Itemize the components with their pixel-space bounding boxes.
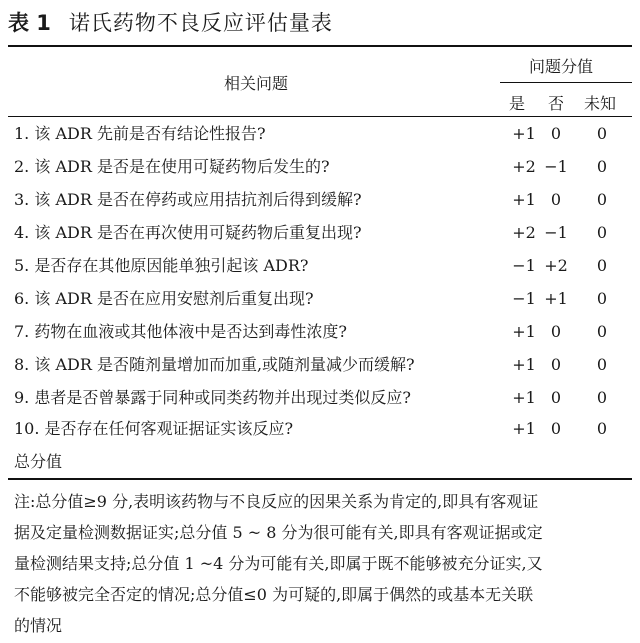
score-unknown: 0 (596, 289, 608, 308)
score-unknown: 0 (596, 355, 608, 374)
score-yes: +1 (512, 388, 536, 407)
score-yes: +2 (512, 223, 536, 242)
score-unknown: 0 (596, 419, 608, 438)
score-yes: +1 (512, 419, 536, 438)
note-line: 据及定量检测数据证实;总分值 5 ~ 8 分为很可能有关,即具有客观证据或定 (14, 523, 543, 542)
question-text: 9. 患者是否曾暴露于同种或同类药物并出现过类似反应? (14, 388, 411, 407)
score-unknown: 0 (596, 322, 608, 341)
table-row (8, 381, 632, 414)
score-yes: +1 (512, 322, 536, 341)
score-unknown: 0 (596, 388, 608, 407)
note-line: 的情况 (14, 616, 63, 635)
question-text: 8. 该 ADR 是否随剂量增加而加重,或随剂量减少而缓解? (14, 355, 415, 374)
question-text: 5. 是否存在其他原因能单独引起该 ADR? (14, 256, 309, 275)
score-yes: −1 (512, 256, 536, 275)
score-unknown: 0 (596, 124, 608, 143)
score-unknown: 0 (596, 157, 608, 176)
header-yes: 是 (509, 94, 526, 113)
header-sub-rule (500, 82, 632, 83)
score-yes: +1 (512, 124, 536, 143)
score-no: 0 (550, 190, 562, 209)
score-no: 0 (550, 124, 562, 143)
table-row (8, 315, 632, 348)
score-yes: +1 (512, 355, 536, 374)
table-title (8, 6, 333, 40)
header-unknown: 未知 (584, 94, 617, 113)
score-no: 0 (550, 419, 562, 438)
table-row (8, 183, 632, 216)
note-line: 量检测结果支持;总分值 1 ~4 分为可能有关,即属于既不能够被充分证实,又 (14, 554, 543, 573)
question-text: 10. 是否存在任何客观证据证实该反应? (14, 419, 294, 438)
score-no: +1 (544, 289, 568, 308)
score-yes: +1 (512, 190, 536, 209)
header-score: 问题分值 (529, 57, 594, 76)
table-row (8, 117, 632, 150)
header-no: 否 (548, 94, 565, 113)
table-row (8, 216, 632, 249)
table-note (14, 486, 632, 641)
score-no: −1 (544, 157, 568, 176)
table-row (8, 150, 632, 183)
question-text: 2. 该 ADR 是否是在使用可疑药物后发生的? (14, 157, 330, 176)
score-no: −1 (544, 223, 568, 242)
question-text: 6. 该 ADR 是否在应用安慰剂后重复出现? (14, 289, 314, 308)
question-text: 1. 该 ADR 先前是否有结论性报告? (14, 124, 266, 143)
note-line: 不能够被完全否定的情况;总分值≤0 为可疑的,即属于偶然的或基本无关联 (14, 585, 534, 604)
score-no: 0 (550, 355, 562, 374)
table-row (8, 412, 632, 445)
header-question: 相关问题 (224, 74, 289, 93)
score-unknown: 0 (596, 190, 608, 209)
table-row (8, 348, 632, 381)
score-yes: +2 (512, 157, 536, 176)
top-rule (8, 45, 632, 47)
score-no: +2 (544, 256, 568, 275)
bottom-rule (8, 478, 632, 480)
note-line: 注:总分值≥9 分,表明该药物与不良反应的因果关系为肯定的,即具有客观证 (14, 492, 539, 511)
table-name: 诺氏药物不良反应评估量表 (68, 11, 333, 35)
score-yes: −1 (512, 289, 536, 308)
table-row (8, 282, 632, 315)
question-text: 4. 该 ADR 是否在再次使用可疑药物后重复出现? (14, 223, 362, 242)
score-unknown: 0 (596, 223, 608, 242)
score-unknown: 0 (596, 256, 608, 275)
score-no: 0 (550, 322, 562, 341)
score-no: 0 (550, 388, 562, 407)
question-text: 3. 该 ADR 是否在停药或应用拮抗剂后得到缓解? (14, 190, 362, 209)
table-number: 表 1 (8, 11, 51, 35)
table-row (8, 249, 632, 282)
question-text: 7. 药物在血液或其他体液中是否达到毒性浓度? (14, 322, 347, 341)
total-score-label: 总分值 (14, 452, 63, 471)
